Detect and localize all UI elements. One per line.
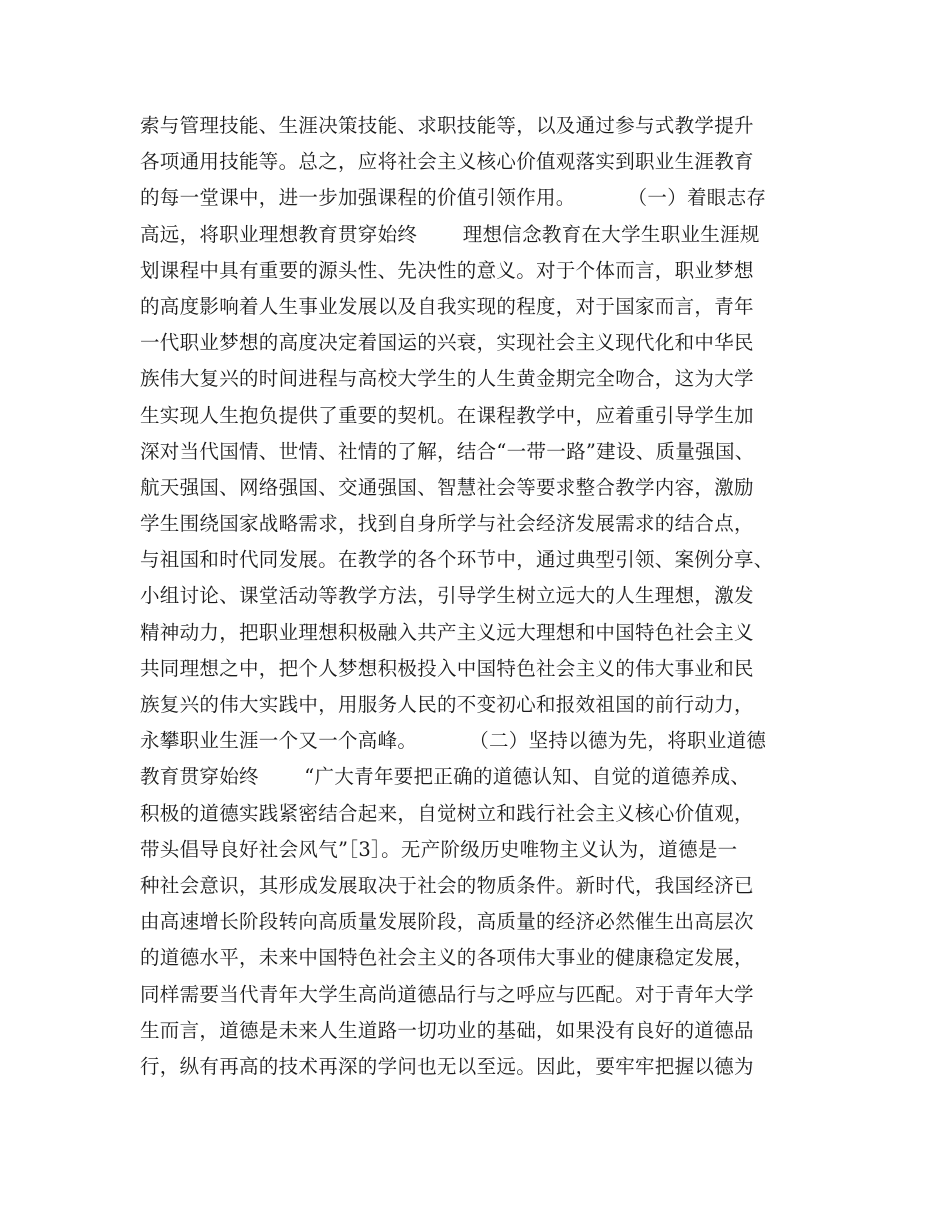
text-line: 种社会意识，其形成发展取决于社会的物质条件。新时代，我国经济已 [140, 873, 754, 897]
text-line: 行，纵有再高的技术再深的学问也无以至远。因此，要牢牢把握以德为 [140, 1054, 754, 1078]
text-line: 一代职业梦想的高度决定着国运的兴衰，实现社会主义现代化和中华民 [140, 331, 754, 355]
text-line: 由高速增长阶段转向高质量发展阶段，高质量的经济必然催生出高层次 [140, 910, 754, 934]
text-line: 积极的道德实践紧密结合起来，自觉树立和践行社会主义核心价值观， [140, 801, 754, 825]
text-line: 索与管理技能、生涯决策技能、求职技能等，以及通过参与式教学提升 [140, 114, 754, 137]
text-line: 带头倡导良好社会风气”［3］。无产阶级历史唯物主义认为，道德是一 [140, 837, 738, 861]
text-line: 共同理想之中，把个人梦想积极投入中国特色社会主义的伟大事业和民 [140, 656, 754, 680]
text-line: 生而言，道德是未来人生道路一切功业的基础，如果没有良好的道德品 [140, 1018, 754, 1042]
text-line: 的每一堂课中，进一步加强课程的价值引领作用。 （一）着眼志存 [140, 186, 767, 210]
text-line: 各项通用技能等。总之，应将社会主义核心价值观落实到职业生涯教育 [140, 150, 754, 174]
text-line: 同样需要当代青年大学生高尚道德品行与之呼应与匹配。对于青年大学 [140, 982, 754, 1006]
text-line: 教育贯穿始终 “广大青年要把正确的道德认知、自觉的道德养成、 [140, 765, 751, 789]
text-line: 与祖国和时代同发展。在教学的各个环节中，通过典型引领、案例分享、 [140, 548, 774, 572]
text-line: 精神动力，把职业理想积极融入共产主义远大理想和中国特色社会主义 [140, 620, 754, 644]
text-line: 航天强国、网络强国、交通强国、智慧社会等要求整合教学内容，激励 [140, 475, 754, 499]
text-line: 学生围绕国家战略需求，找到自身所学与社会经济发展需求的结合点， [140, 512, 754, 536]
text-line: 生实现人生抱负提供了重要的契机。在课程教学中，应着重引导学生加 [140, 403, 754, 427]
text-line: 高远，将职业理想教育贯穿始终 理想信念教育在大学生职业生涯规 [140, 222, 760, 246]
text-line: 的道德水平，未来中国特色社会主义的各项伟大事业的健康稳定发展， [140, 946, 754, 970]
text-line: 划课程中具有重要的源头性、先决性的意义。对于个体而言，职业梦想 [140, 258, 754, 282]
text-line: 的高度影响着人生事业发展以及自我实现的程度，对于国家而言，青年 [140, 294, 754, 318]
body-text [140, 108, 840, 1085]
text-line: 族复兴的伟大实践中，用服务人民的不变初心和报效祖国的前行动力， [140, 693, 754, 716]
text-line: 小组讨论、课堂活动等教学方法，引导学生树立远大的人生理想，激发 [140, 584, 754, 608]
text-line: 族伟大复兴的时间进程与高校大学生的人生黄金期完全吻合，这为大学 [140, 367, 754, 391]
text-line: 永攀职业生涯一个又一个高峰。 （二）坚持以德为先，将职业道德 [140, 729, 767, 753]
text-line: 深对当代国情、世情、社情的了解，结合“一带一路”建设、质量强国、 [140, 439, 755, 463]
